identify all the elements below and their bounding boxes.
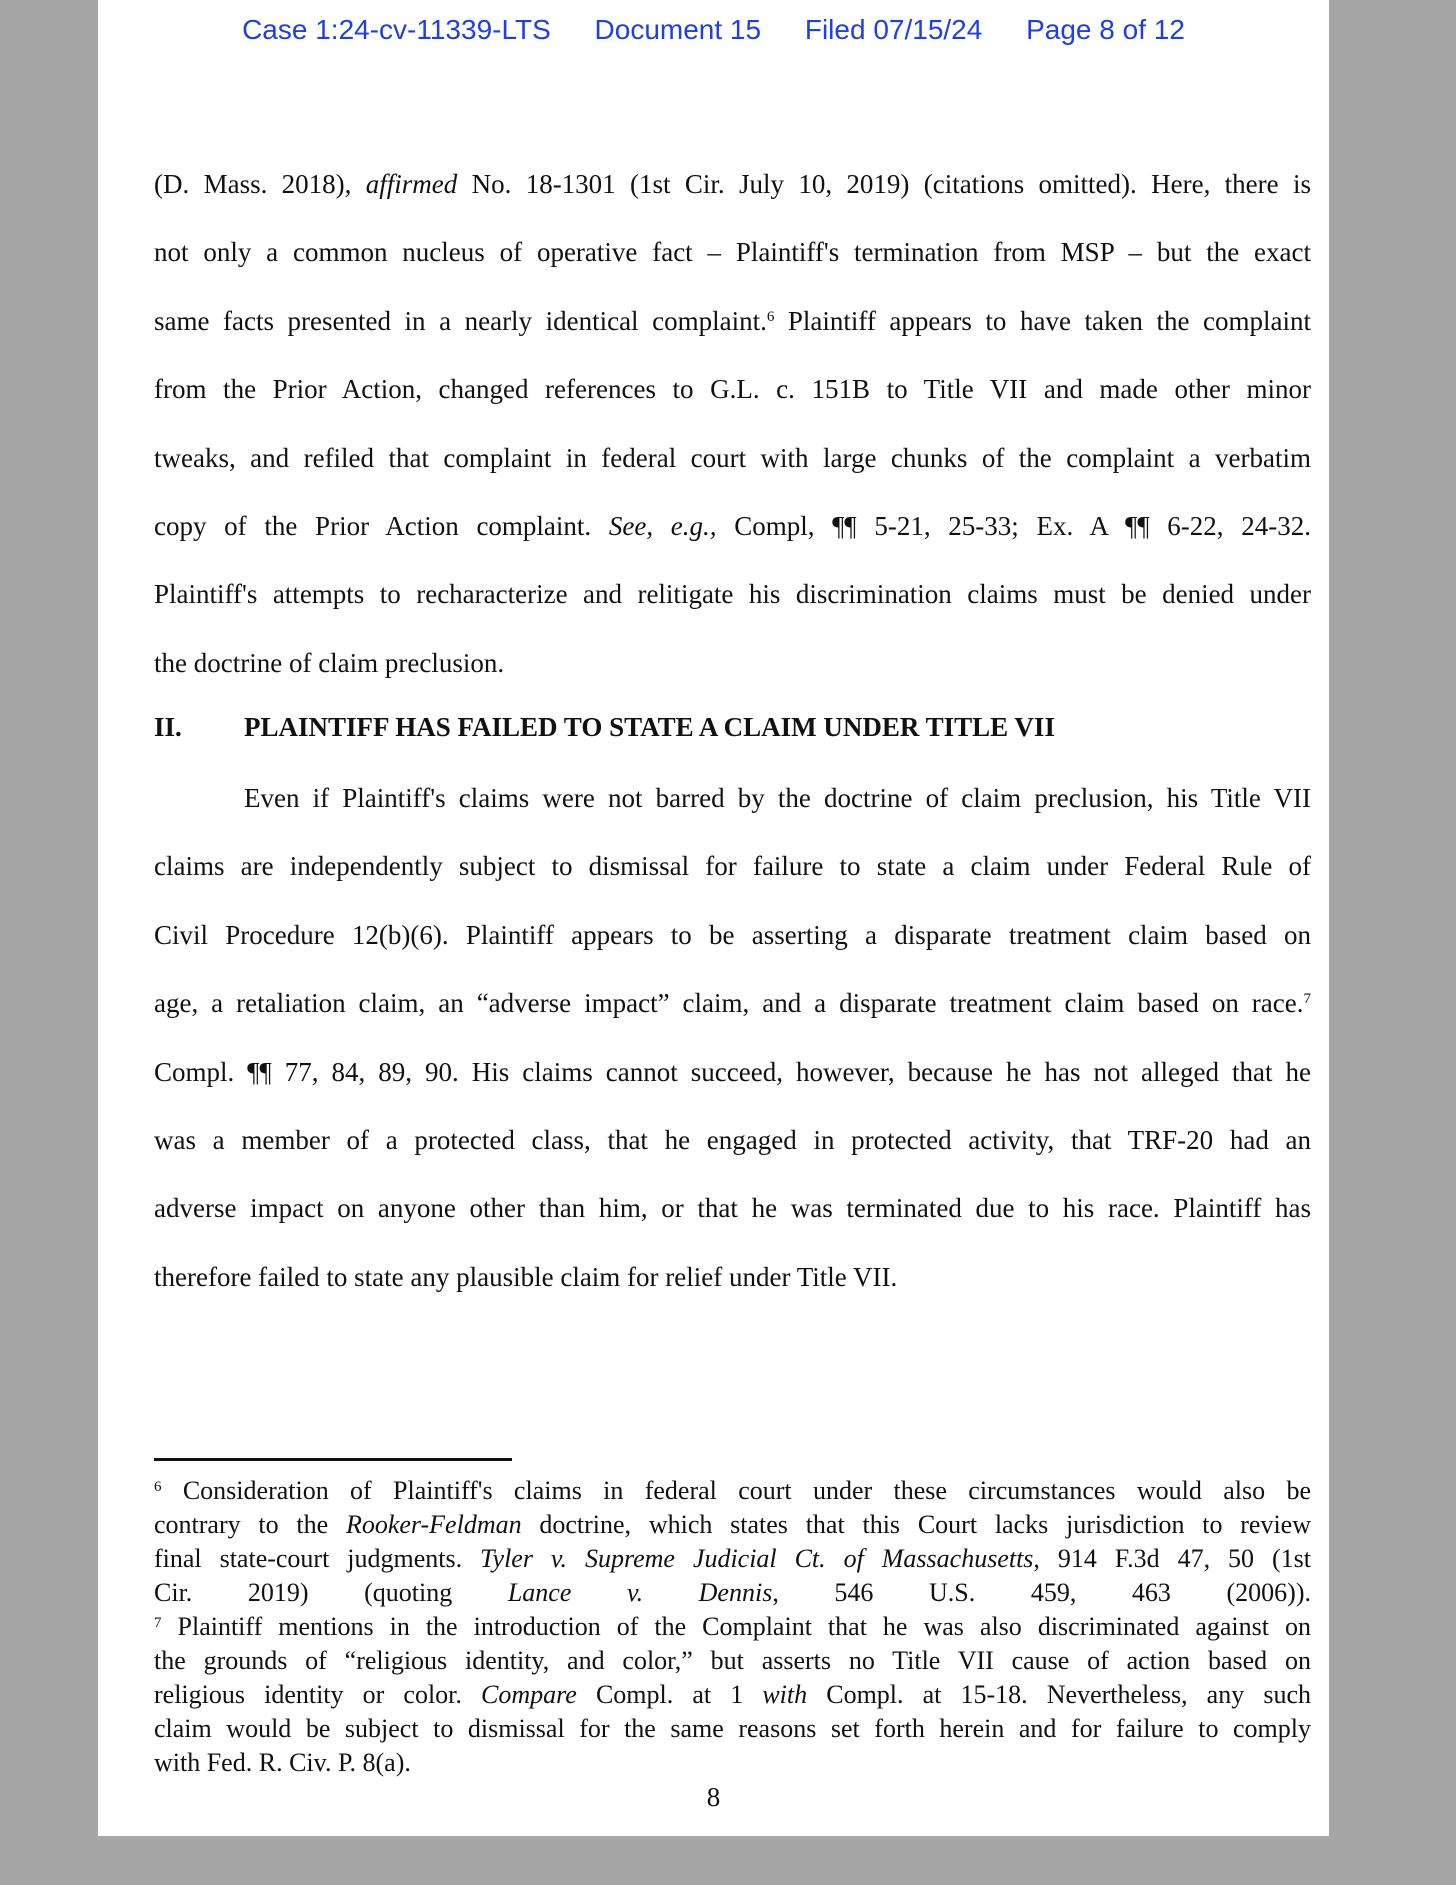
text-line <box>154 355 1311 423</box>
footnote-marker: 6 <box>154 1479 162 1495</box>
document-number: Document 15 <box>594 14 762 45</box>
italic-text: affirmed <box>365 169 458 199</box>
text-run: , 914 F.3d 47, 50 (1st <box>1033 1544 1311 1573</box>
text-line <box>154 969 1311 1037</box>
text-line <box>154 901 1311 969</box>
italic-text: Tyler v. Supreme Judicial Ct. of Massachusetts <box>480 1544 1034 1573</box>
text-run: claim would be subject to dismissal for the same reasons set forth herein and for failure to comply <box>154 1714 1311 1743</box>
text-run: age, a retaliation claim, an “adverse impact” claim, and a disparate treatment claim based on race. <box>154 988 1304 1019</box>
text-run: the doctrine of claim preclusion. <box>154 647 505 678</box>
text-run: with Fed. R. Civ. P. 8(a). <box>154 1748 411 1777</box>
text-line <box>154 1610 1311 1644</box>
text-line <box>154 1174 1311 1242</box>
text-run: Civil Procedure 12(b)(6). Plaintiff appears to be asserting a disparate treatment claim based on <box>154 919 1311 950</box>
text-run: No. 18-1301 (1st Cir. July 10, 2019) (citations omitted). Here, there is <box>457 169 1311 199</box>
text-run: (D. Mass. 2018), <box>154 169 366 199</box>
text-run: not only a common nucleus of operative fact – Plaintiff's termination from MSP – but the exact <box>154 237 1311 268</box>
text-line <box>154 1038 1311 1106</box>
text-line <box>154 832 1311 900</box>
footnotes <box>154 1474 1311 1780</box>
text-line <box>154 1243 1311 1311</box>
text-run: religious identity or color. <box>154 1680 482 1709</box>
text-line <box>154 629 1311 697</box>
document-page <box>98 0 1329 1836</box>
text-run: Compl. at 15-18. Nevertheless, any such <box>807 1680 1311 1709</box>
section-heading <box>154 712 1055 743</box>
text-line <box>154 218 1311 286</box>
filed-date: Filed 07/15/24 <box>804 14 983 45</box>
page-number: 8 <box>706 1782 721 1812</box>
text-run: Compl. ¶¶ 77, 84, 89, 90. His claims cannot succeed, however, because he has not alleged that he <box>154 1056 1311 1087</box>
text-line <box>154 1678 1311 1712</box>
ecf-header <box>98 14 1329 46</box>
text-line <box>154 1508 1311 1542</box>
text-run: final state-court judgments. <box>154 1544 481 1573</box>
italic-text: Compare <box>481 1680 577 1709</box>
text-run: same facts presented in a nearly identical complaint. <box>154 305 767 336</box>
text-run: Plaintiff appears to have taken the complaint <box>774 305 1311 336</box>
footnote-marker: 6 <box>766 308 775 325</box>
text-run: Cir. 2019) (quoting <box>154 1578 508 1607</box>
text-line <box>154 492 1311 560</box>
text-line <box>154 424 1311 492</box>
text-run: Compl, ¶¶ 5-21, 25-33; Ex. A ¶¶ 6-22, 24-32. <box>716 510 1311 541</box>
text-line <box>154 560 1311 628</box>
footnote-divider <box>154 1458 512 1461</box>
section-title: PLAINTIFF HAS FAILED TO STATE A CLAIM UNDER TITLE VII <box>244 712 1055 742</box>
text-run: Plaintiff mentions in the introduction of the Complaint that he was also discriminated against on <box>161 1612 1311 1641</box>
text-line <box>154 764 1311 832</box>
text-line <box>154 1576 1311 1610</box>
text-line <box>154 1644 1311 1678</box>
text-run: therefore failed to state any plausible claim for relief under Title VII. <box>154 1261 898 1292</box>
text-run: copy of the Prior Action complaint. <box>154 510 609 541</box>
text-run: Consideration of Plaintiff's claims in federal court under these circumstances would also be <box>161 1476 1311 1505</box>
text-run: was a member of a protected class, that he engaged in protected activity, that TRF-20 had an <box>154 1124 1311 1155</box>
text-run: the grounds of “religious identity, and color,” but asserts no Title VII cause of action based on <box>154 1646 1311 1675</box>
text-run: claims are independently subject to dismissal for failure to state a claim under Federal Rule of <box>154 851 1311 882</box>
paragraph-claim-preclusion <box>154 150 1311 697</box>
text-line <box>154 1106 1311 1174</box>
text-run: tweaks, and refiled that complaint in federal court with large chunks of the complaint a verbatim <box>154 442 1311 473</box>
text-line <box>154 287 1311 355</box>
text-line <box>154 1746 1311 1780</box>
section-number: II. <box>154 712 182 742</box>
text-line <box>154 1712 1311 1746</box>
text-run: adverse impact on anyone other than him, or that he was terminated due to his race. Plaintiff has <box>154 1193 1311 1224</box>
paragraph-failure-to-state-claim <box>154 764 1311 1311</box>
italic-text: with <box>762 1680 808 1709</box>
text-run: Plaintiff's attempts to recharacterize and relitigate his discrimination claims must be denied under <box>154 579 1311 610</box>
text-run: Even if Plaintiff's claims were not barred by the doctrine of claim preclusion, his Title VII <box>244 783 1311 813</box>
text-run: contrary to the <box>154 1510 346 1539</box>
text-line <box>154 1542 1311 1576</box>
footnote-marker: 7 <box>154 1615 162 1631</box>
text-line <box>154 150 1311 218</box>
italic-text: See, e.g., <box>608 510 717 541</box>
footnote-marker: 7 <box>1303 991 1311 1008</box>
text-run: , 546 U.S. 459, 463 (2006)). <box>772 1578 1311 1607</box>
text-run: doctrine, which states that this Court lacks jurisdiction to review <box>521 1510 1311 1539</box>
italic-text: Lance v. Dennis <box>507 1578 773 1607</box>
page-indicator: Page 8 of 12 <box>1026 14 1185 45</box>
text-run: from the Prior Action, changed references to G.L. c. 151B to Title VII and made other minor <box>154 374 1311 405</box>
case-number: Case 1:24-cv-11339-LTS <box>242 14 551 45</box>
text-run: Compl. at 1 <box>576 1680 763 1709</box>
text-line <box>154 1474 1311 1508</box>
italic-text: Rooker-Feldman <box>345 1510 522 1539</box>
